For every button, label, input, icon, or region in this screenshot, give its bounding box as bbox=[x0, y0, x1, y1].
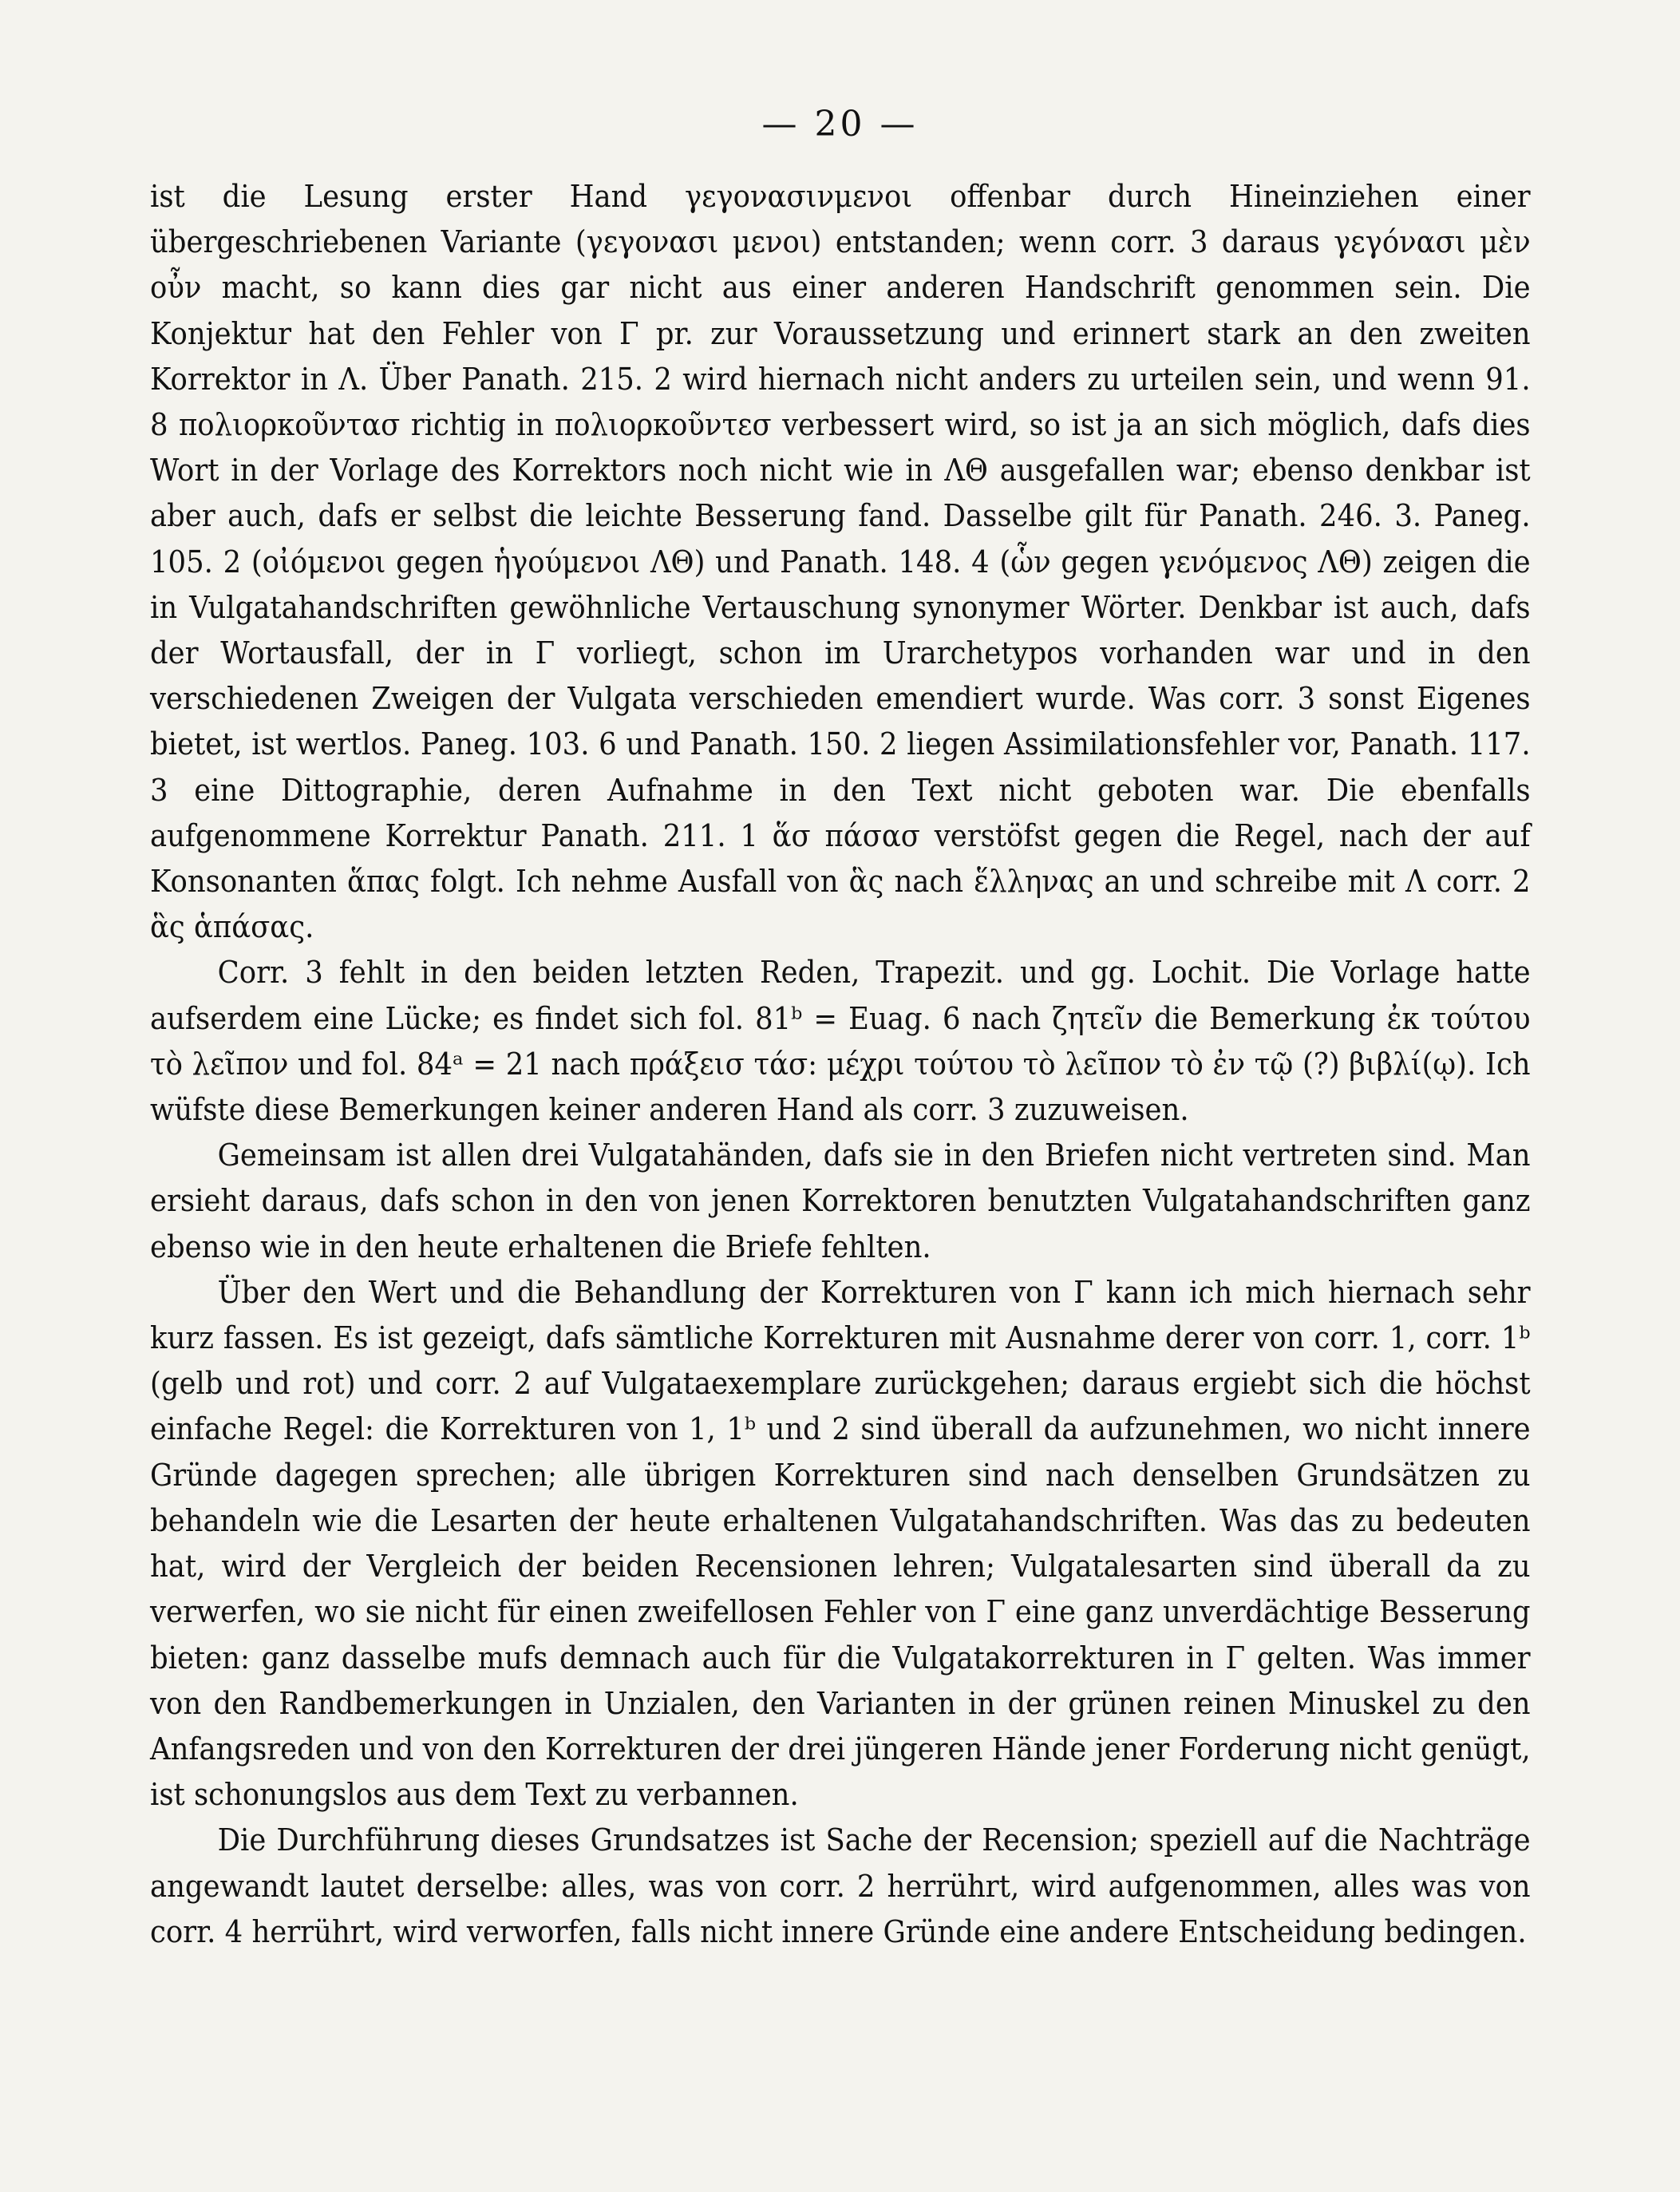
body-text bbox=[150, 174, 1531, 1955]
paragraph-5: Die Durchführung dieses Grundsatzes ist Sache der Recension; speziell auf die Nachträge angewandt lautet derselbe: alles, was von corr. 2 herrührt, wird aufgenommen, alles was von corr. 4 herrührt, wird verworfen, falls nicht innere Gründe eine andere Entscheidung bedingen. bbox=[150, 1822, 1531, 1950]
paragraph-1: ist die Lesung erster Hand γεγονασινμενοι offenbar durch Hineinziehen einer übergeschriebenen Variante (γεγονασι μενοι) entstanden; wenn corr. 3 daraus γεγόνασι μὲν οὖν macht, so kann dies gar nicht aus einer anderen Handschrift genommen sein. Die Konjektur hat den Fehler von Γ pr. zur Voraussetzung und erinnert stark an den zweiten Korrektor in Λ. Über Panath. 215. 2 wird hiernach nicht anders zu urteilen sein, und wenn 91. 8 πολιορκοῦντασ richtig in πολιορκοῦντεσ verbessert wird, so ist ja an sich möglich, dafs dies Wort in der Vorlage des Korrektors noch nicht wie in ΛΘ ausgefallen war; ebenso denkbar ist aber auch, dafs er selbst die leichte Besserung fand. Dasselbe gilt für Panath. 246. 3. Paneg. 105. 2 (οἰόμενοι gegen ἡγούμενοι ΛΘ) und Panath. 148. 4 (ὧν gegen γενόμενος ΛΘ) zeigen die in Vulgatahandschriften gewöhnliche Vertauschung synonymer Wörter. Denkbar ist auch, dafs der Wortausfall, der in Γ vorliegt, schon im Urarchetypos vorhanden war und in den verschiedenen Zweigen der Vulgata verschieden emendiert wurde. Was corr. 3 sonst Eigenes bietet, ist wertlos. Paneg. 103. 6 und Panath. 150. 2 liegen Assimilationsfehler vor, Panath. 117. 3 eine Dittographie, deren Aufnahme in den Text nicht geboten war. Die ebenfalls aufgenommene Korrektur Panath. 211. 1 ἅσ πάσασ verstöfst gegen die Regel, nach der auf Konsonanten ἅπας folgt. Ich nehme Ausfall von ἃς nach ἕλληνας an und schreibe mit Λ corr. 2 ἃς ἁπάσας. bbox=[150, 179, 1531, 946]
paragraph-2: Corr. 3 fehlt in den beiden letzten Reden, Trapezit. und gg. Lochit. Die Vorlage hatte aufserdem eine Lücke; es findet sich fol. 81ᵇ = Euag. 6 nach ζητεῖν die Bemerkung ἐκ τούτου τὸ λεῖπον und fol. 84ᵃ = 21 nach πράξεισ τάσ: μέχρι τούτου τὸ λεῖπον τὸ ἐν τῷ (?) βιβλί(ῳ). Ich wüfste diese Bemerkungen keiner anderen Hand als corr. 3 zuzuweisen. bbox=[150, 955, 1531, 1129]
paragraph-3: Gemeinsam ist allen drei Vulgatahänden, dafs sie in den Briefen nicht vertreten sind. Man ersieht daraus, dafs schon in den von jenen Korrektoren benutzten Vulgatahandschriften ganz ebenso wie in den heute erhaltenen die Briefe fehlten. bbox=[150, 1138, 1531, 1265]
page-number: — 20 — bbox=[761, 104, 919, 144]
paragraph-4: Über den Wert und die Behandlung der Korrekturen von Γ kann ich mich hiernach sehr kurz fassen. Es ist gezeigt, dafs sämtliche Korrekturen mit Ausnahme derer von corr. 1, corr. 1ᵇ (gelb und rot) und corr. 2 auf Vulgataexemplare zurückgehen; daraus ergiebt sich die höchst einfache Regel: die Korrekturen von 1, 1ᵇ und 2 sind überall da aufzunehmen, wo nicht innere Gründe dagegen sprechen; alle übrigen Korrekturen sind nach denselben Grundsätzen zu behandeln wie die Lesarten der heute erhaltenen Vulgatahandschriften. Was das zu bedeuten hat, wird der Vergleich der beiden Recensionen lehren; Vulgatalesarten sind überall da zu verwerfen, wo sie nicht für einen zweifellosen Fehler von Γ eine ganz unverdächtige Besserung bieten: ganz dasselbe mufs demnach auch für die Vulgatakorrekturen in Γ gelten. Was immer von den Randbemerkungen in Unzialen, den Varianten in der grünen reinen Minuskel zu den Anfangsreden und von den Korrekturen der drei jüngeren Hände jener Forderung nicht genügt, ist schonungslos aus dem Text zu verbannen. bbox=[150, 1274, 1531, 1814]
